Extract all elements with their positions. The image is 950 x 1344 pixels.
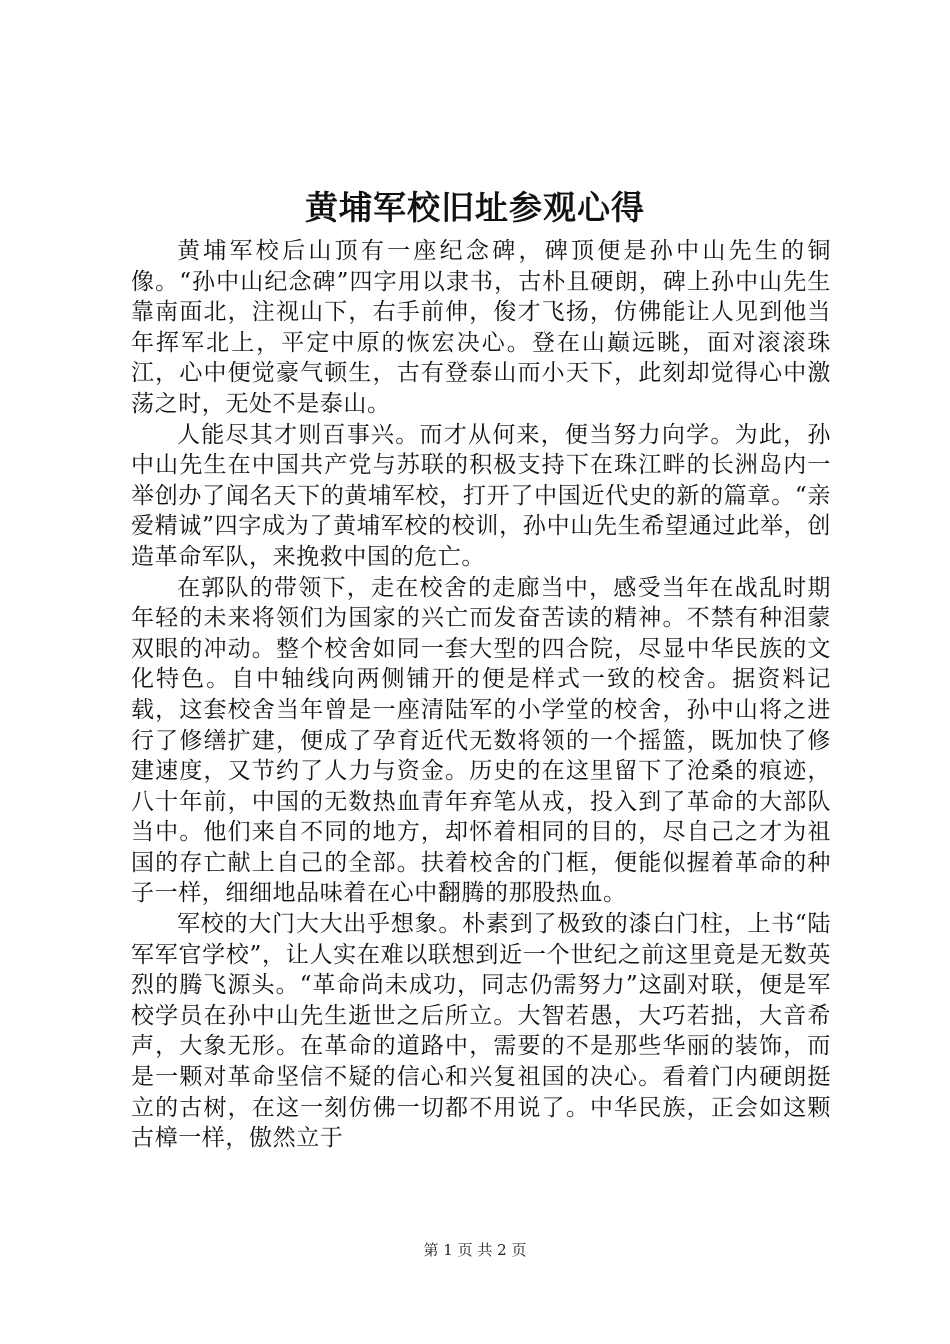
- paragraph-2: 人能尽其才则百事兴。而才从何来，便当努力向学。为此，孙中山先生在中国共产党与苏联的积极支持下在珠江畔的长洲岛内一举创办了闻名天下的黄埔军校，打开了中国近代史的新的篇章。“亲爱精诚”四字成为了黄埔军校的校训，孙中山先生希望通过此举，创造革命军队，来挽救中国的危亡。: [131, 421, 831, 570]
- paragraph-3: 在郭队的带领下，走在校舍的走廊当中，感受当年在战乱时期年轻的未来将领们为国家的兴亡而发奋苦读的精神。不禁有种泪蒙双眼的冲动。整个校舍如同一套大型的四合院，尽显中华民族的文化特色。自中轴线向两侧铺开的便是样式一致的校舍。据资料记载，这套校舍当年曾是一座清陆军的小学堂的校舍，孙中山将之进行了修缮扩建，便成了孕育近代无数将领的一个摇篮，既加快了修建速度，又节约了人力与资金。历史的在这里留下了沧桑的痕迹，八十年前，中国的无数热血青年弃笔从戎，投入到了革命的大部队当中。他们来自不同的地方，却怀着相同的目的，尽自己之才为祖国的存亡献上自己的全部。扶着校舍的门框，便能似握着革命的种子一样，细细地品味着在心中翻腾的那股热血。: [131, 574, 831, 907]
- page-number-footer: 第 1 页 共 2 页: [423, 1241, 527, 1259]
- paragraph-4: 军校的大门大大出乎想象。朴素到了极致的漆白门柱，上书“陆军军官学校”，让人实在难以联想到近一个世纪之前这里竟是无数英烈的腾飞源头。“革命尚未成功，同志仍需努力”这副对联，便是军校学员在孙中山先生逝世之后所立。大智若愚，大巧若拙，大音希声，大象无形。在革命的道路中，需要的不是那些华丽的装饰，而是一颗对革命坚信不疑的信心和兴复祖国的决心。看着门内硬朗挺立的古树，在这一刻仿佛一切都不用说了。中华民族，正会如这颗古樟一样，傲然立于: [131, 911, 831, 1152]
- document-body: [131, 236, 831, 1154]
- paragraph-1: 黄埔军校后山顶有一座纪念碑，碑顶便是孙中山先生的铜像。“孙中山纪念碑”四字用以隶书，古朴且硬朗，碑上孙中山先生靠南面北，注视山下，右手前伸，俊才飞扬，仿佛能让人见到他当年挥军北上，平定中原的恢宏决心。登在山巅远眺，面对滚滚珠江，心中便觉豪气顿生，古有登泰山而小天下，此刻却觉得心中激荡之时，无处不是泰山。: [131, 238, 831, 417]
- page-title: 黄埔军校旧址参观心得: [305, 188, 645, 227]
